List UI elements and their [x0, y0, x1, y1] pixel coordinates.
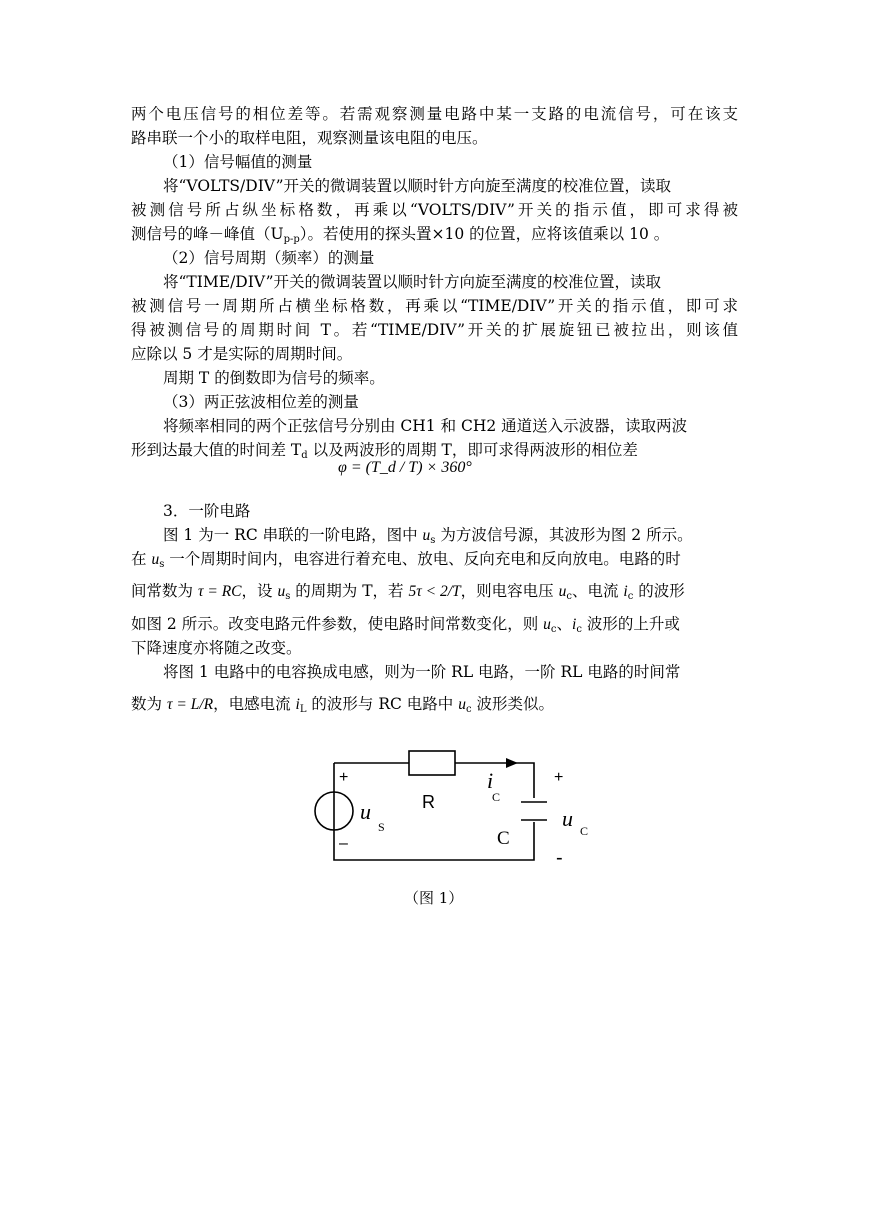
minus-sign-left: – — [339, 835, 348, 852]
plus-sign-right: + — [554, 769, 564, 786]
text-run: ，电感电流 — [213, 695, 296, 713]
minus-sign-right: - — [556, 847, 563, 869]
plus-sign-left: + — [339, 769, 349, 786]
subscript: L — [299, 704, 307, 715]
section-heading: 3．一阶电路 — [163, 502, 251, 520]
subscript: c — [566, 591, 572, 602]
text-line: 将图 1 电路中的电容换成电感，则为一阶 RL 电路，一阶 RL 电路的时间常 — [163, 663, 681, 681]
text-line — [131, 224, 669, 250]
text-run: 波形的上升或 — [581, 615, 680, 633]
text-line: 得被测信号的周期时间 T。若“TIME/DIV”开关的扩展旋钮已被拉出，则该值 — [131, 321, 738, 339]
text-line — [131, 549, 681, 575]
math-var: u — [458, 696, 466, 713]
voltage-label-sub: C — [580, 824, 589, 838]
text-run: ，设 — [241, 582, 278, 600]
text-line — [131, 614, 680, 640]
text-run: 的周期为 T，若 — [290, 582, 409, 600]
math-var: u — [558, 583, 567, 600]
subscript: c — [550, 624, 557, 635]
text-line: 将“TIME/DIV”开关的微调装置以顺时针方向旋至满度的校准位置，读取 — [163, 273, 662, 291]
text-run: 的波形 — [633, 582, 685, 600]
text-run: ）。若使用的探头置×10 的位置，应将该值乘以 10 。 — [299, 225, 670, 243]
rc-circuit-diagram — [290, 740, 610, 880]
text-line — [163, 525, 693, 551]
math-var: i — [572, 616, 577, 633]
math-var: i — [623, 583, 628, 600]
text-run: 形到达最大值的时间差 T — [131, 441, 302, 459]
subscript: c — [465, 704, 472, 715]
text-line: 路串联一个小的取样电阻，观察测量该电阻的电压。 — [131, 129, 488, 147]
section-heading: （2）信号周期（频率）的测量 — [163, 249, 375, 267]
text-line: 两个电压信号的相位差等。若需观察测量电路中某一支路的电流信号，可在该支 — [131, 105, 738, 123]
section-heading: （1）信号幅值的测量 — [163, 153, 313, 171]
phase-formula: φ = (T_d / T) × 360° — [338, 459, 472, 476]
source-label-sub: S — [378, 820, 385, 834]
text-line: 将“VOLTS/DIV”开关的微调装置以顺时针方向旋至满度的校准位置，读取 — [163, 177, 671, 195]
text-run: ，则电容电压 — [460, 582, 559, 600]
subscript: s — [430, 535, 436, 546]
text-run: 为方波信号源，其波形为图 2 所示。 — [435, 526, 693, 544]
source-label: u — [360, 799, 371, 824]
resistor — [409, 751, 455, 775]
text-line: 被测信号所占纵坐标格数，再乘以“VOLTS/DIV”开关的指示值，即可求得被 — [131, 201, 738, 219]
math-var: u — [151, 551, 160, 568]
text-run: 、 — [556, 615, 573, 633]
text-run: 的波形与 RC 电路中 — [306, 695, 459, 713]
text-run: 图 1 为一 RC 串联的一阶电路，图中 — [163, 526, 423, 544]
text-run: 数为 — [131, 695, 167, 713]
text-line: 周期 T 的倒数即为信号的频率。 — [163, 369, 385, 387]
text-run: 、电流 — [571, 582, 624, 600]
subscript: c — [576, 624, 582, 635]
text-line: 应除以 5 才是实际的周期时间。 — [131, 345, 353, 363]
text-run: 以及两波形的周期 T，即可求得两波形的相位差 — [307, 441, 638, 459]
text-line: 下降速度亦将随之改变。 — [131, 639, 302, 657]
text-line — [131, 694, 554, 720]
voltage-label: u — [562, 806, 573, 831]
section-heading: （3）两正弦波相位差的测量 — [163, 393, 359, 411]
text-run: 测信号的峰－峰值（U — [131, 225, 284, 243]
math-expr: τ = L/R — [166, 696, 214, 713]
subscript: c — [627, 591, 634, 602]
subscript: p-p — [283, 234, 300, 245]
text-line — [131, 581, 685, 607]
math-var: u — [422, 527, 431, 544]
figure-caption: （图 1） — [404, 889, 464, 907]
resistor-label: R — [422, 792, 435, 812]
current-label: i — [487, 768, 494, 793]
math-var: u — [543, 616, 551, 633]
text-run: 一个周期时间内，电容进行着充电、放电、反向充电和反向放电。电路的时 — [164, 550, 681, 568]
text-run: 在 — [131, 550, 152, 568]
math-var: i — [295, 696, 300, 713]
text-run: 波形类似。 — [471, 695, 555, 713]
text-line: 被测信号一周期所占横坐标格数，再乘以“TIME/DIV”开关的指示值，即可求 — [131, 297, 738, 315]
current-arrow-icon — [506, 758, 518, 768]
current-label-sub: C — [492, 790, 501, 804]
text-run: 间常数为 — [131, 582, 198, 600]
subscript: d — [301, 450, 308, 461]
subscript: s — [285, 591, 291, 602]
text-line: 将频率相同的两个正弦信号分别由 CH1 和 CH2 通道送入示波器，读取两波 — [163, 417, 688, 435]
math-var: u — [277, 583, 286, 600]
text-run: 如图 2 所示。改变电路元件参数，使电路时间常数变化，则 — [131, 615, 544, 633]
math-expr: 5τ < 2/T — [408, 583, 461, 600]
subscript: s — [159, 559, 165, 570]
math-expr: τ = RC — [197, 583, 242, 600]
capacitor-label: C — [497, 828, 510, 849]
